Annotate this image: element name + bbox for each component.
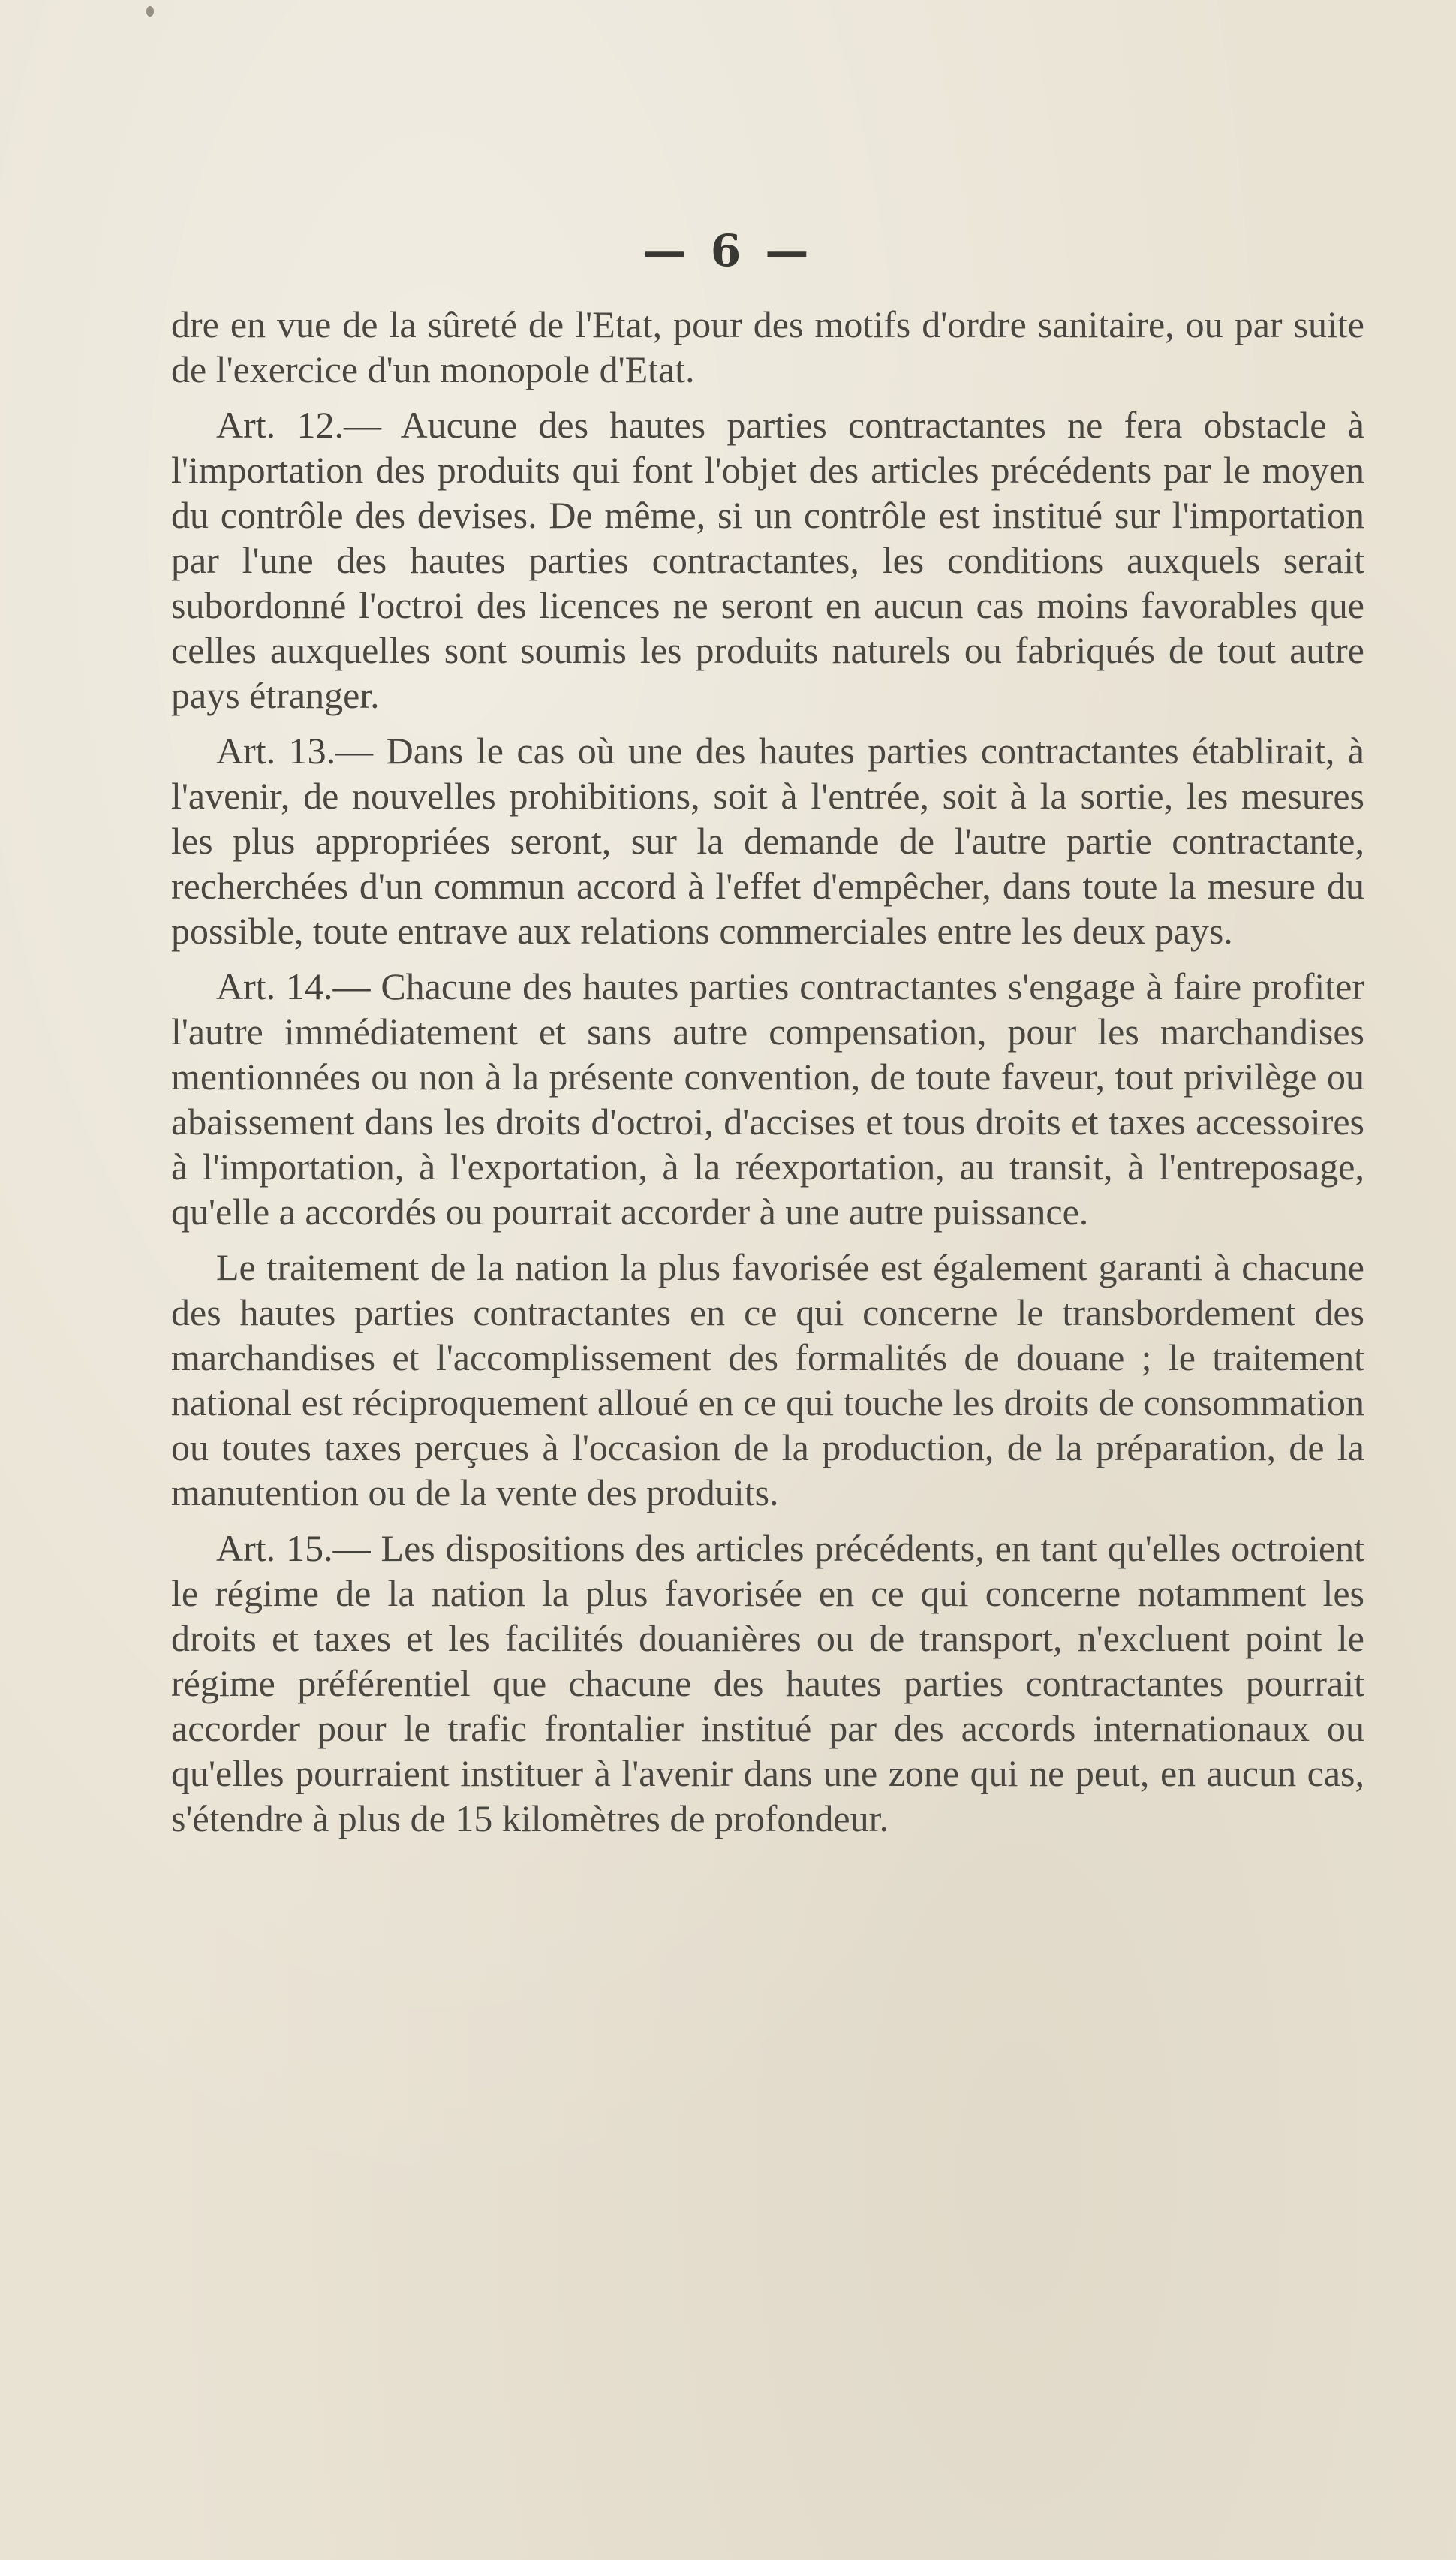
article-15 [171,1525,1364,1841]
article-text: Aucune des hautes parties contractantes ne fera obstacle à l'importation des produits qui font l'objet des articles précédents par le moyen du contrôle des devises. De même, si un contrôle est institué sur l'importation par l'une des hautes parties contractantes, les conditions auxquels serait subordonné l'octroi des licences ne seront en aucun cas moins favorables que celles auxquelles sont soumis les produits naturels ou fabriqués de tout autre pays étranger. [171,404,1364,716]
article-label: Art. 13.— [216,730,374,772]
article-label: Art. 14.— [216,965,371,1007]
article-13 [171,728,1364,953]
paragraph-text: Le traitement de la nation la plus favorisée est également garanti à chacune des hautes parties contractantes en ce qui concerne le transbordement des marchandises et l'accomplissement des formalités de douane ; le traitement national est réciproquement alloué en ce qui touche les droits de consommation ou toutes taxes perçues à l'occasion de la production, de la préparation, de la manutention ou de la vente des produits. [171,1246,1364,1513]
paragraph-national-treatment [171,1245,1364,1515]
article-label: Art. 15.— [216,1527,371,1569]
article-text: Chacune des hautes parties contractantes s'engage à faire profiter l'autre immédiatement et sans autre compensation, pour les marchandises mentionnées ou non à la présente convention, de toute faveur, tout privilège ou abaissement dans les droits d'octroi, d'accises et tous droits et taxes accessoires à l'importation, à l'exportation, à la réexportation, au transit, à l'entreposage, qu'elle a accordés ou pourrait accorder à une autre puissance. [171,965,1364,1233]
article-12 [171,402,1364,718]
body-text [171,302,1364,1847]
ink-speck [146,6,154,17]
paragraph-text: dre en vue de la sûreté de l'Etat, pour des motifs d'ordre sanitaire, ou par suite de l'exercice d'un monopole d'Etat. [171,303,1364,390]
article-14 [171,964,1364,1234]
article-text: Dans le cas où une des hautes parties contractantes établirait, à l'avenir, de nouvelles prohibitions, soit à l'entrée, soit à la sortie, les mesures les plus appropriées seront, sur la demande de l'autre partie contractante, recherchées d'un commun accord à l'effet d'empêcher, dans toute la mesure du possible, toute entrave aux relations commerciales entre les deux pays. [171,730,1364,952]
article-label: Art. 12.— [216,404,381,446]
article-text: Les dispositions des articles précédents, en tant qu'elles octroient le régime de la nation la plus favorisée en ce qui concerne notamment les droits et taxes et les facilités douanières ou de transport, n'excluent point le régime préférentiel que chacune des hautes parties contractantes pourrait accorder pour le trafic frontalier institué par des accords internationaux ou qu'elles pourraient instituer à l'avenir dans une zone qui ne peut, en aucun cas, s'étendre à plus de 15 kilomètres de profondeur. [171,1527,1364,1839]
paragraph-continuation [171,302,1364,392]
page-number: — 6 — [642,225,814,276]
